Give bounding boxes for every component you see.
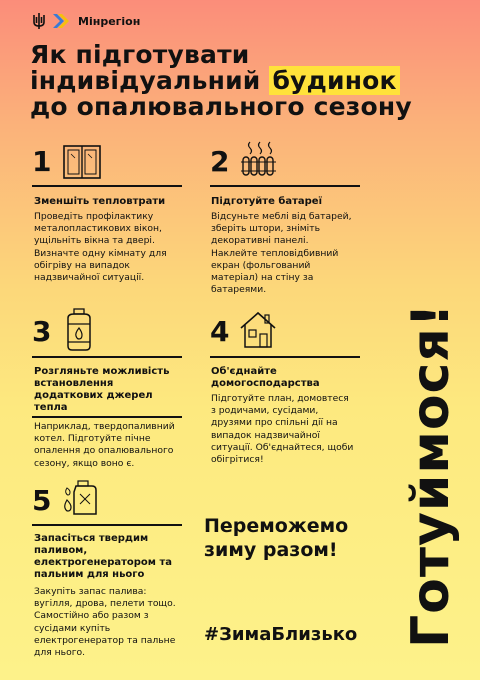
vertical-headline: Готуймося! — [401, 302, 461, 648]
step-4-body-line: Підготуйте план, домовтеся — [211, 393, 349, 404]
step-2-divider — [210, 185, 360, 187]
step-2-body-line: зберіть штори, зніміть — [211, 223, 320, 235]
step-2-body-line: батареями. — [211, 284, 267, 296]
step-2-number: 2 — [210, 145, 230, 178]
house-icon — [238, 310, 278, 350]
step-3-body — [34, 421, 175, 470]
step-4-heading-line: Об'єднайте — [211, 366, 277, 377]
step-5-heading-line: паливом, — [34, 545, 88, 556]
step-5-number: 5 — [32, 484, 52, 517]
step-3-heading-line: Розгляньте можливість — [34, 366, 170, 377]
step-1-body-line: Проведіть профілактику — [34, 211, 154, 222]
title-line-2 — [30, 68, 470, 94]
step-1-body-line: Визначте одну кімнату для — [34, 247, 167, 259]
step-4-body — [211, 393, 353, 466]
fuel-canister-icon — [62, 478, 102, 518]
step-1-body-line: обігріву на випадок — [34, 259, 130, 271]
step-5-heading-line: пальним для нього — [34, 569, 145, 580]
ministry-name: Мінрегіон — [78, 14, 141, 28]
step-3-body-line: сезону, якщо воно є. — [34, 457, 135, 469]
step-2-body-line: матеріал) на стіну за — [211, 272, 314, 284]
step-4-body-line: з родичами, сусідами, — [211, 405, 319, 417]
title-line-2-text: індивідуальний — [30, 66, 270, 95]
step-2-body — [211, 211, 352, 296]
step-5-divider — [32, 524, 182, 526]
step-3-sub-divider — [32, 416, 182, 418]
step-3-number: 3 — [32, 315, 52, 348]
step-5-body-line: Закупіть запас палива: — [34, 586, 147, 597]
step-5-heading-line: Запасіться твердим — [34, 533, 149, 544]
step-3-heading-line: тепла — [34, 402, 68, 413]
window-icon — [62, 144, 102, 180]
step-1-body-line: ущільніть вікна та двері. — [34, 235, 155, 247]
ministry-logo — [32, 12, 140, 30]
step-2-body-line: декоративні панелі. — [211, 235, 309, 247]
step-1-body — [34, 211, 167, 284]
multicolor-chevron-icon — [52, 13, 70, 29]
step-2-body-line: Відсуньте меблі від батарей, — [211, 211, 352, 222]
step-5-body-line: сусідами купіть — [34, 622, 111, 634]
step-4-number: 4 — [210, 315, 230, 348]
step-1-body-line: надзвичайної ситуації. — [34, 272, 145, 284]
step-5-body — [34, 586, 176, 659]
step-2-body-line: Наклейте тепловідбивний — [211, 247, 339, 259]
step-5-body-line: вугілля, дрова, пелети тощо. — [34, 598, 176, 610]
step-3-heading-line: додаткових джерел — [34, 390, 153, 401]
step-4-body-line: випадок надзвичайної — [211, 429, 320, 441]
step-3-heading — [34, 366, 169, 414]
step-4-body-line: ситуації. Об'єднайтеся, щоби — [211, 441, 354, 453]
step-5-heading-line: електрогенератором та — [34, 557, 172, 568]
step-2-heading: Підготуйте батареї — [211, 196, 322, 207]
page-title — [30, 42, 470, 120]
step-4-divider — [210, 356, 360, 358]
step-5-body-line: електрогенератор та пальне — [34, 634, 176, 646]
title-line-1: Як підготувати — [30, 40, 250, 69]
step-3-body-line: опалення до опалювального — [34, 445, 174, 457]
step-3-divider — [32, 356, 182, 358]
step-5-body-line: Самостійно або разом з — [34, 610, 149, 622]
radiator-icon — [240, 140, 282, 178]
step-1-body-line: металопластикових вікон, — [34, 223, 162, 235]
slogan — [204, 514, 404, 562]
step-5-heading — [34, 533, 172, 581]
step-4-body-line: обігрітися! — [211, 454, 264, 466]
step-4-body-line: друзями про спільні дії на — [211, 417, 338, 429]
trident-icon — [32, 12, 46, 30]
step-1-divider — [32, 185, 182, 187]
step-1-number: 1 — [32, 145, 52, 178]
step-3-heading-line: встановлення — [34, 378, 114, 389]
slogan-line-2: зиму разом! — [204, 539, 338, 561]
step-4-heading — [211, 366, 320, 390]
step-3-body-line: Наприклад, твердопаливний — [34, 421, 175, 432]
hashtag: #ЗимаБлизько — [204, 624, 358, 645]
gas-cylinder-icon — [62, 308, 96, 352]
step-1-heading: Зменшіть тепловтрати — [34, 196, 166, 207]
title-highlight-word: будинок — [269, 66, 399, 95]
step-3-body-line: котел. Підготуйте пічне — [34, 433, 151, 445]
slogan-line-1: Переможемо — [204, 515, 349, 537]
step-5-body-line: для нього. — [34, 647, 86, 659]
title-line-3: до опалювального сезону — [30, 92, 412, 121]
step-2-body-line: екран (фольгований — [211, 259, 311, 271]
step-4-heading-line: домогосподарства — [211, 378, 320, 389]
